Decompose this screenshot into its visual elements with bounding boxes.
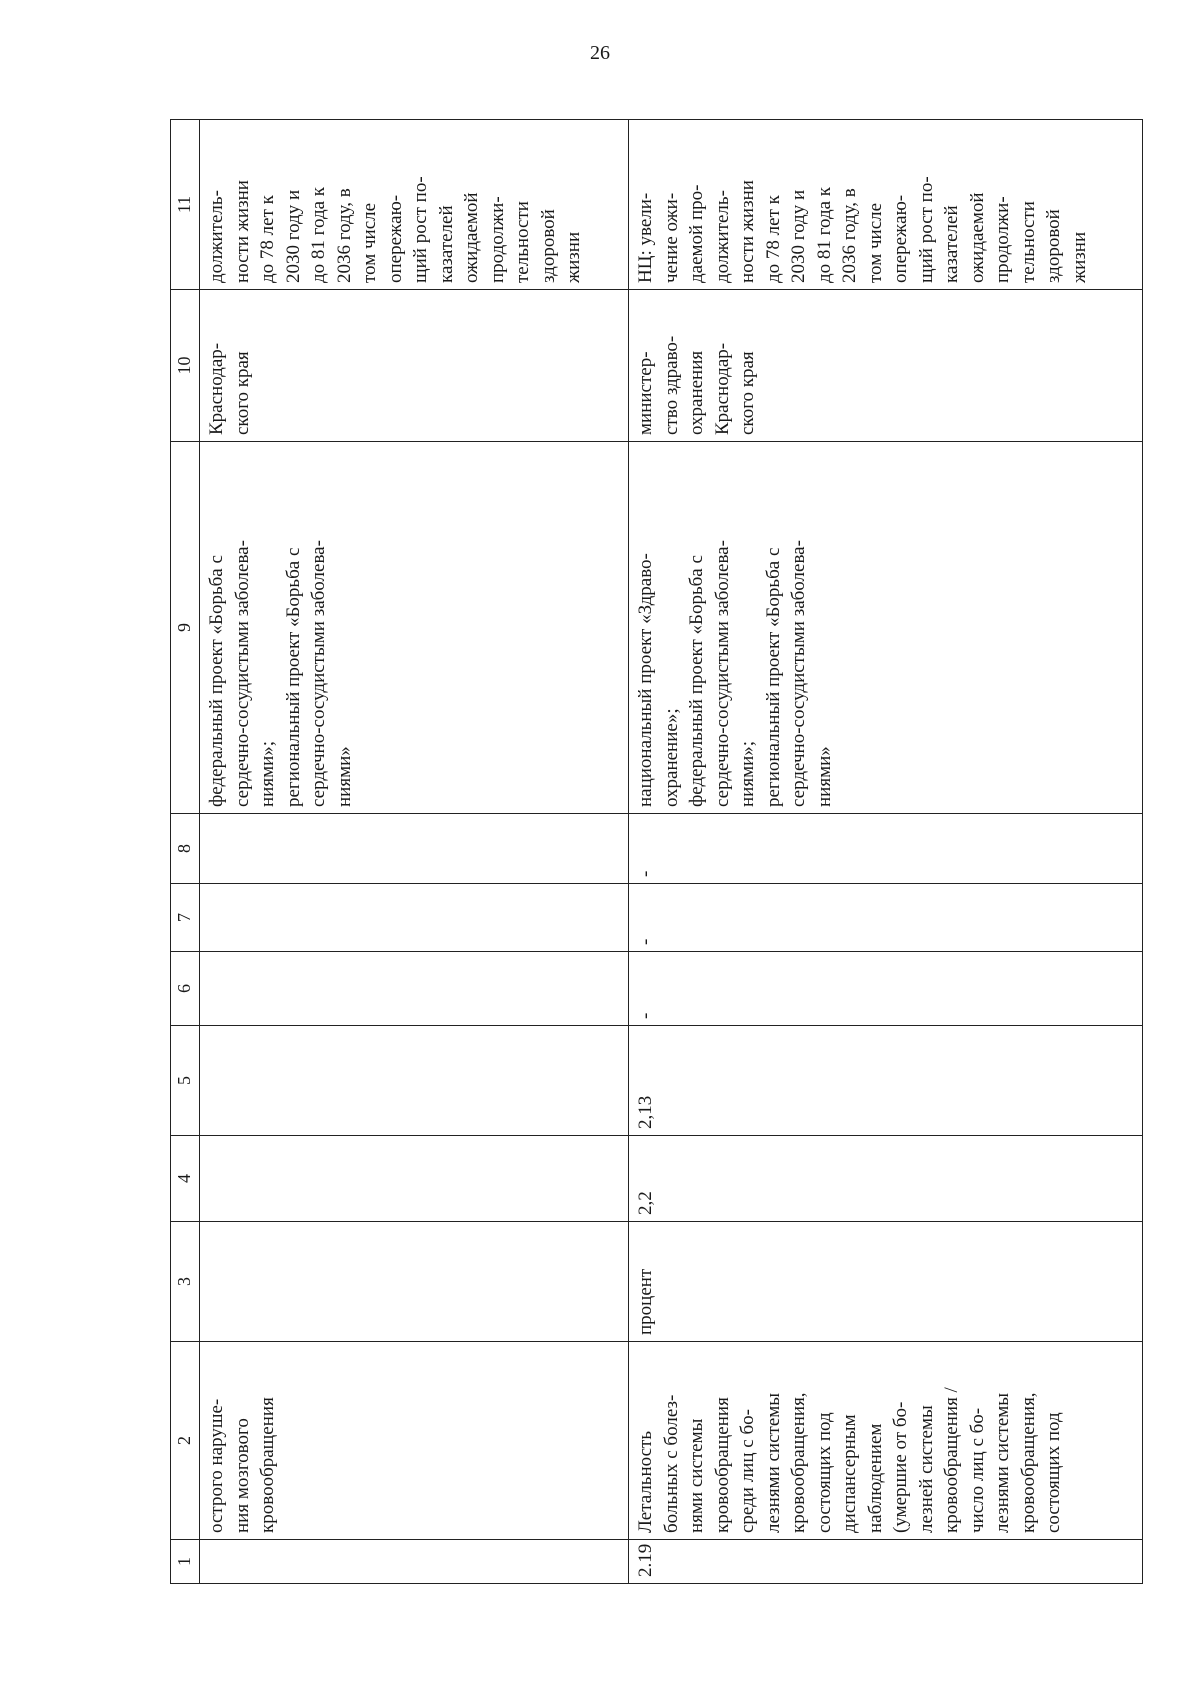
- header-col-2: 2: [171, 1342, 200, 1540]
- table-row: [629, 120, 1143, 1584]
- header-col-6: 6: [171, 952, 200, 1026]
- header-col-7: 7: [171, 884, 200, 952]
- value-col-8-cell: [200, 814, 629, 884]
- goal-cell: должитель- ности жизни до 78 лет к 2030 году и до 81 года к 2036 году, в том числе опережаю- щий рост по- казателей ожидаемой продолжи- тельности здоровой жизни: [200, 120, 629, 290]
- projects-cell: национальный проект «Здраво- охранение»; федеральный проект «Борьба с сердечно-сосудистыми заболева- ниями»; региональный проект «Борьба с сердечно-сосудистыми заболева- ниями»: [629, 442, 1143, 814]
- indicators-table: [170, 119, 1143, 1584]
- value-col-7-cell: -: [629, 884, 1143, 952]
- header-row: [171, 120, 200, 1584]
- header-col-5: 5: [171, 1026, 200, 1136]
- header-col-10: 10: [171, 290, 200, 442]
- projects-cell: федеральный проект «Борьба с сердечно-сосудистыми заболева- ниями»; региональный проект «Борьба с сердечно-сосудистыми заболева- ниями»: [200, 442, 629, 814]
- header-col-9: 9: [171, 442, 200, 814]
- value-col-8-cell: -: [629, 814, 1143, 884]
- unit-cell: процент: [629, 1222, 1143, 1342]
- header-col-4: 4: [171, 1136, 200, 1222]
- value-col-7-cell: [200, 884, 629, 952]
- header-col-8: 8: [171, 814, 200, 884]
- row-number-cell: [200, 1540, 629, 1584]
- value-col-4-cell: [200, 1136, 629, 1222]
- page-number: 26: [590, 42, 610, 64]
- header-col-11: 11: [171, 120, 200, 290]
- goal-cell: НЦ: увели- чение ожи- даемой про- должитель- ности жизни до 78 лет к 2030 году и до 81 года к 2036 году, в том числе опережаю- щий рост по- казателей ожидаемой продолжи- тельности здоровой жизни: [629, 120, 1143, 290]
- header-col-1: 1: [171, 1540, 200, 1584]
- value-col-6-cell: -: [629, 952, 1143, 1026]
- responsible-cell: министер- ство здраво- охранения Краснодар- ского края: [629, 290, 1143, 442]
- indicator-name-cell: острого наруше- ния мозгового кровообращения: [200, 1342, 629, 1540]
- value-col-5-cell: [200, 1026, 629, 1136]
- value-col-4-cell: 2,2: [629, 1136, 1143, 1222]
- value-col-6-cell: [200, 952, 629, 1026]
- indicator-name-cell: Летальность больных с болез- нями системы кровообращения среди лиц с бо- лезнями системы кровообращения, состоящих под диспансерным наблюдением (умершие от бо- лезней системы кровообращения / число лиц с бо- лезнями системы кровообращения, состоящих под: [629, 1342, 1143, 1540]
- table-row: [200, 120, 629, 1584]
- header-col-3: 3: [171, 1222, 200, 1342]
- row-number-cell: 2.19: [629, 1540, 1143, 1584]
- responsible-cell: Краснодар- ского края: [200, 290, 629, 442]
- value-col-5-cell: 2,13: [629, 1026, 1143, 1136]
- rotated-table-container: [170, 120, 1140, 1584]
- unit-cell: [200, 1222, 629, 1342]
